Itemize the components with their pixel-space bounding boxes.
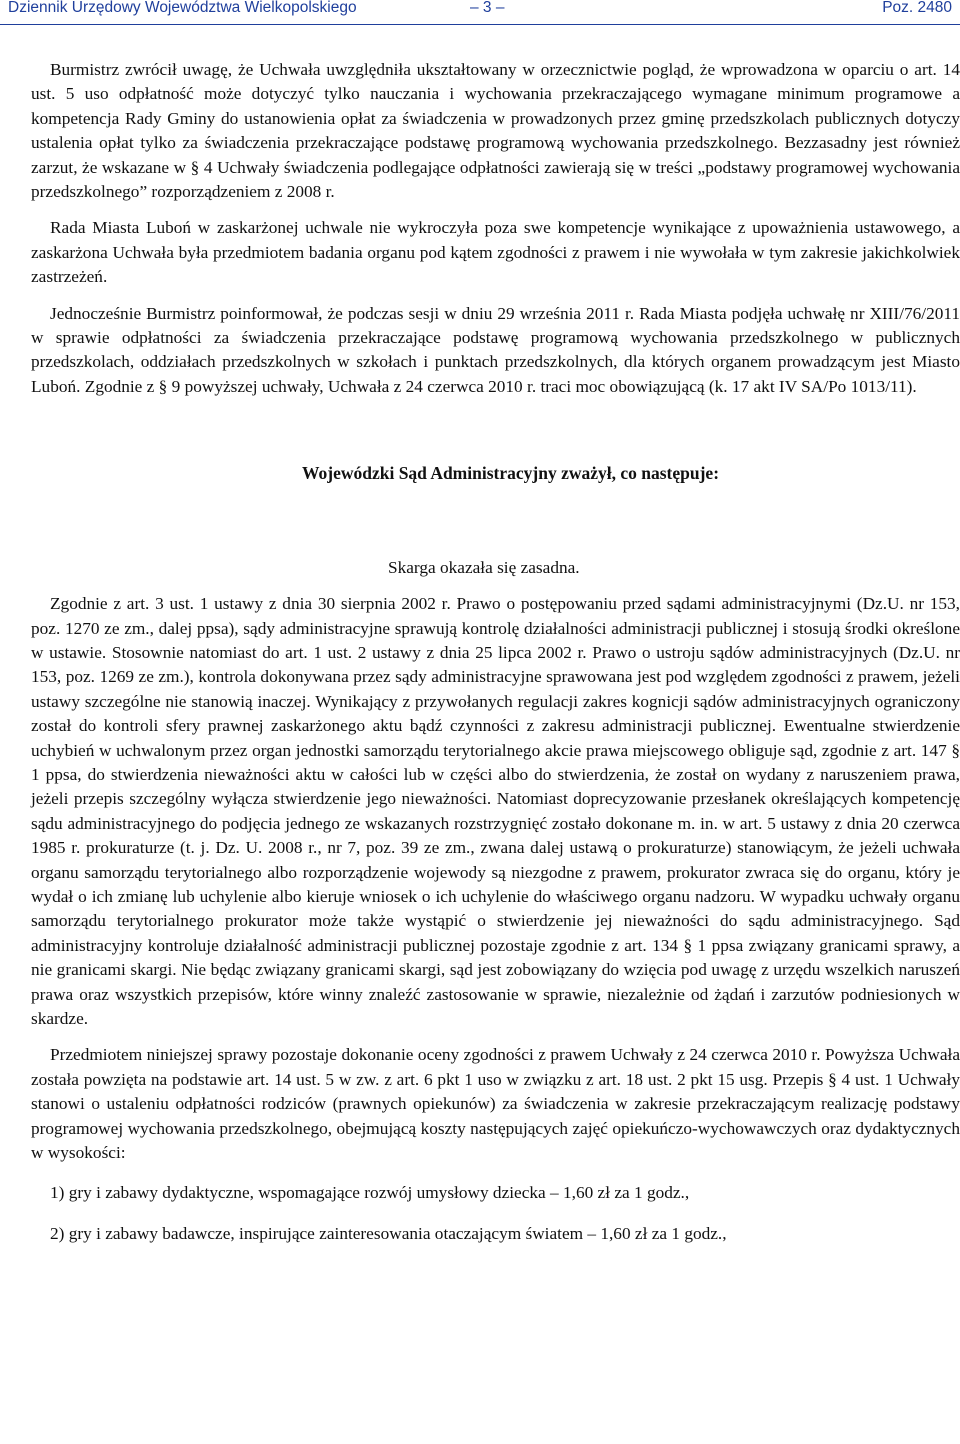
page-header [0, 0, 960, 30]
paragraph-council-competence: Rada Miasta Luboń w zaskarżonej uchwale nie wykroczyła poza swe kompetencje wynikające z upoważnienia ustawowego, a zaskarżona Uchwała była przedmiotem badania organu pod kątem zgodności z prawem i nie wywołała w tym zakresie jakichkolwiek zastrzeżeń. [31, 218, 960, 287]
section-heading: Wojewódzki Sąd Administracyjny zważył, co następuje: [301, 463, 720, 484]
verdict-text: Skarga okazała się zasadna. [388, 557, 580, 577]
page-number: – 3 – [470, 0, 505, 16]
header-divider [0, 24, 960, 25]
fee-list-item: 1) gry i zabawy dydaktyczne, wspomagające rozwój umysłowy dziecka – 1,60 zł za 1 godz., [50, 1183, 690, 1203]
paragraph-new-resolution: Jednocześnie Burmistrz poinformował, że podczas sesji w dniu 29 września 2011 r. Rada Miasta podjęła uchwałę nr XIII/76/2011 w sprawie odpłatności za świadczenia przekraczające podstawę programową wychowania przedszkolnego w publicznych przedszkolach, oddziałach przedszkolnych w szkołach i punktach przedszkolnych, dla których organem prowadzącym jest Miasto Luboń. Zgodnie z § 9 powyższej uchwały, Uchwała z 24 czerwca 2010 r. traci moc obowiązującą (k. 17 akt IV SA/Po 1013/11). [31, 303, 960, 396]
fee-list-item: 2) gry i zabawy badawcze, inspirujące zainteresowania otaczającym światem – 1,60 zł za 1 godz., [50, 1223, 727, 1243]
document-body [31, 58, 960, 1246]
paragraph-court-reasoning: Zgodnie z art. 3 ust. 1 ustawy z dnia 30 sierpnia 2002 r. Prawo o postępowaniu przed sądami administracyjnymi (Dz.U. nr 153, poz. 1270 ze zm., dalej ppsa), sądy administracyjne sprawują kontrolę działalności administracji publicznej i stosują środki określone w ustawie. Stosownie natomiast do art. 1 ust. 2 ustawy z dnia 25 lipca 2002 r. Prawo o ustroju sądów administracyjnych (Dz.U. nr 153, poz. 1269 ze zm.), kontrola dokonywana przez sądy administracyjne sprawowana jest pod względem zgodności z prawem, jeżeli ustawy szczególne nie stanowią inaczej. Wynikający z przywołanych regulacji zakres kognicji sądów administracyjnych ograniczony został do kontroli sfery prawnej zaskarżonego aktu bądź czynności z zakresu administracji publicznej. Ewentualne stwierdzenie uchybień w uchwalonym przez organ jednostki samorządu terytorialnego akcie prawa miejscowego obliguje sąd, zgodnie z art. 147 § 1 ppsa, do stwierdzenia nieważności aktu w całości lub w części albo do stwierdzenia, że został on wydany z naruszeniem prawa, jeżeli przepis szczególny wyłącza stwierdzenie jego nieważności. Natomiast doprecyzowanie przesłanek określających kompetencję sądu administracyjnego do podjęcia jednego ze wskazanych rozstrzygnięć zostało dokonane m. in. w art. 5 ustawy z dnia 20 czerwca 1985 r. prokuraturze (t. j. Dz. U. 2008 r., nr 7, poz. 39 ze zm., zwana dalej ustawą o prokuraturze) stanowiącym, że jeżeli uchwała organu samorządu terytorialnego albo rozporządzenie wojewody są niezgodne z prawem, prokurator zwraca się do organu, który je wydał o ich zmianę lub uchylenie albo kieruje wniosek o ich uchylenie do właściwego organu nadzoru. W wypadku uchwały organu samorządu terytorialnego prokurator może także wystąpić o stwierdzenie jej nieważności do sądu administracyjnego. Sąd administracyjny kontroluje działalność administracji publicznej pozostaje zgodnie z art. 134 § 1 ppsa związany granicami sprawy, a nie granicami skargi. Nie będąc związany granicami skargi, sąd jest zobowiązany do wzięcia pod uwagę z urzędu wszelkich naruszeń prawa oraz wszystkich przepisów, które winny znaleźć zastosowanie w sprawie, niezależnie od żądań i zarzutów podniesionych w skardze. [31, 594, 960, 1028]
paragraph-mayor-remarks: Burmistrz zwrócił uwagę, że Uchwała uwzględniła ukształtowany w orzecznictwie pogląd, że wprowadzona w oparciu o art. 14 ust. 5 uso odpłatność może dotyczyć tylko nauczania i wychowania przekraczającego wymagane minimum programowe a kompetencja Rady Gminy do ustanowienia opłat za świadczenia w prowadzonych przez gminę przedszkolach publicznych dotyczy ustalenia opłat tylko za świadczenia przekraczające podstawę programową wychowania przedszkolnego. Bezzasadny jest również zarzut, że wskazane w § 4 Uchwały świadczenia podlegające odpłatności zawierają się w treści „podstawy programowej wychowania przedszkolnego” rozporządzeniem z 2008 r. [31, 60, 960, 202]
paragraph-subject-matter: Przedmiotem niniejszej sprawy pozostaje dokonanie oceny zgodności z prawem Uchwały z 24 czerwca 2010 r. Powyższa Uchwała została powzięta na podstawie art. 14 ust. 5 w zw. z art. 6 pkt 1 uso w związku z art. 18 ust. 2 pkt 15 usg. Przepis § 4 ust. 1 Uchwały stanowi o ustaleniu odpłatności rodziców (prawnych opiekunów) za świadczenia w zakresie przekraczającym realizację podstawy programowej wychowania przedszkolnego, obejmującą koszty następujących zajęć opiekuńczo-wychowawczych oraz dydaktycznych w wysokości: [31, 1045, 960, 1163]
journal-title: Dziennik Urzędowy Województwa Wielkopolskiego [8, 0, 357, 16]
position-number: Poz. 2480 [882, 0, 952, 16]
